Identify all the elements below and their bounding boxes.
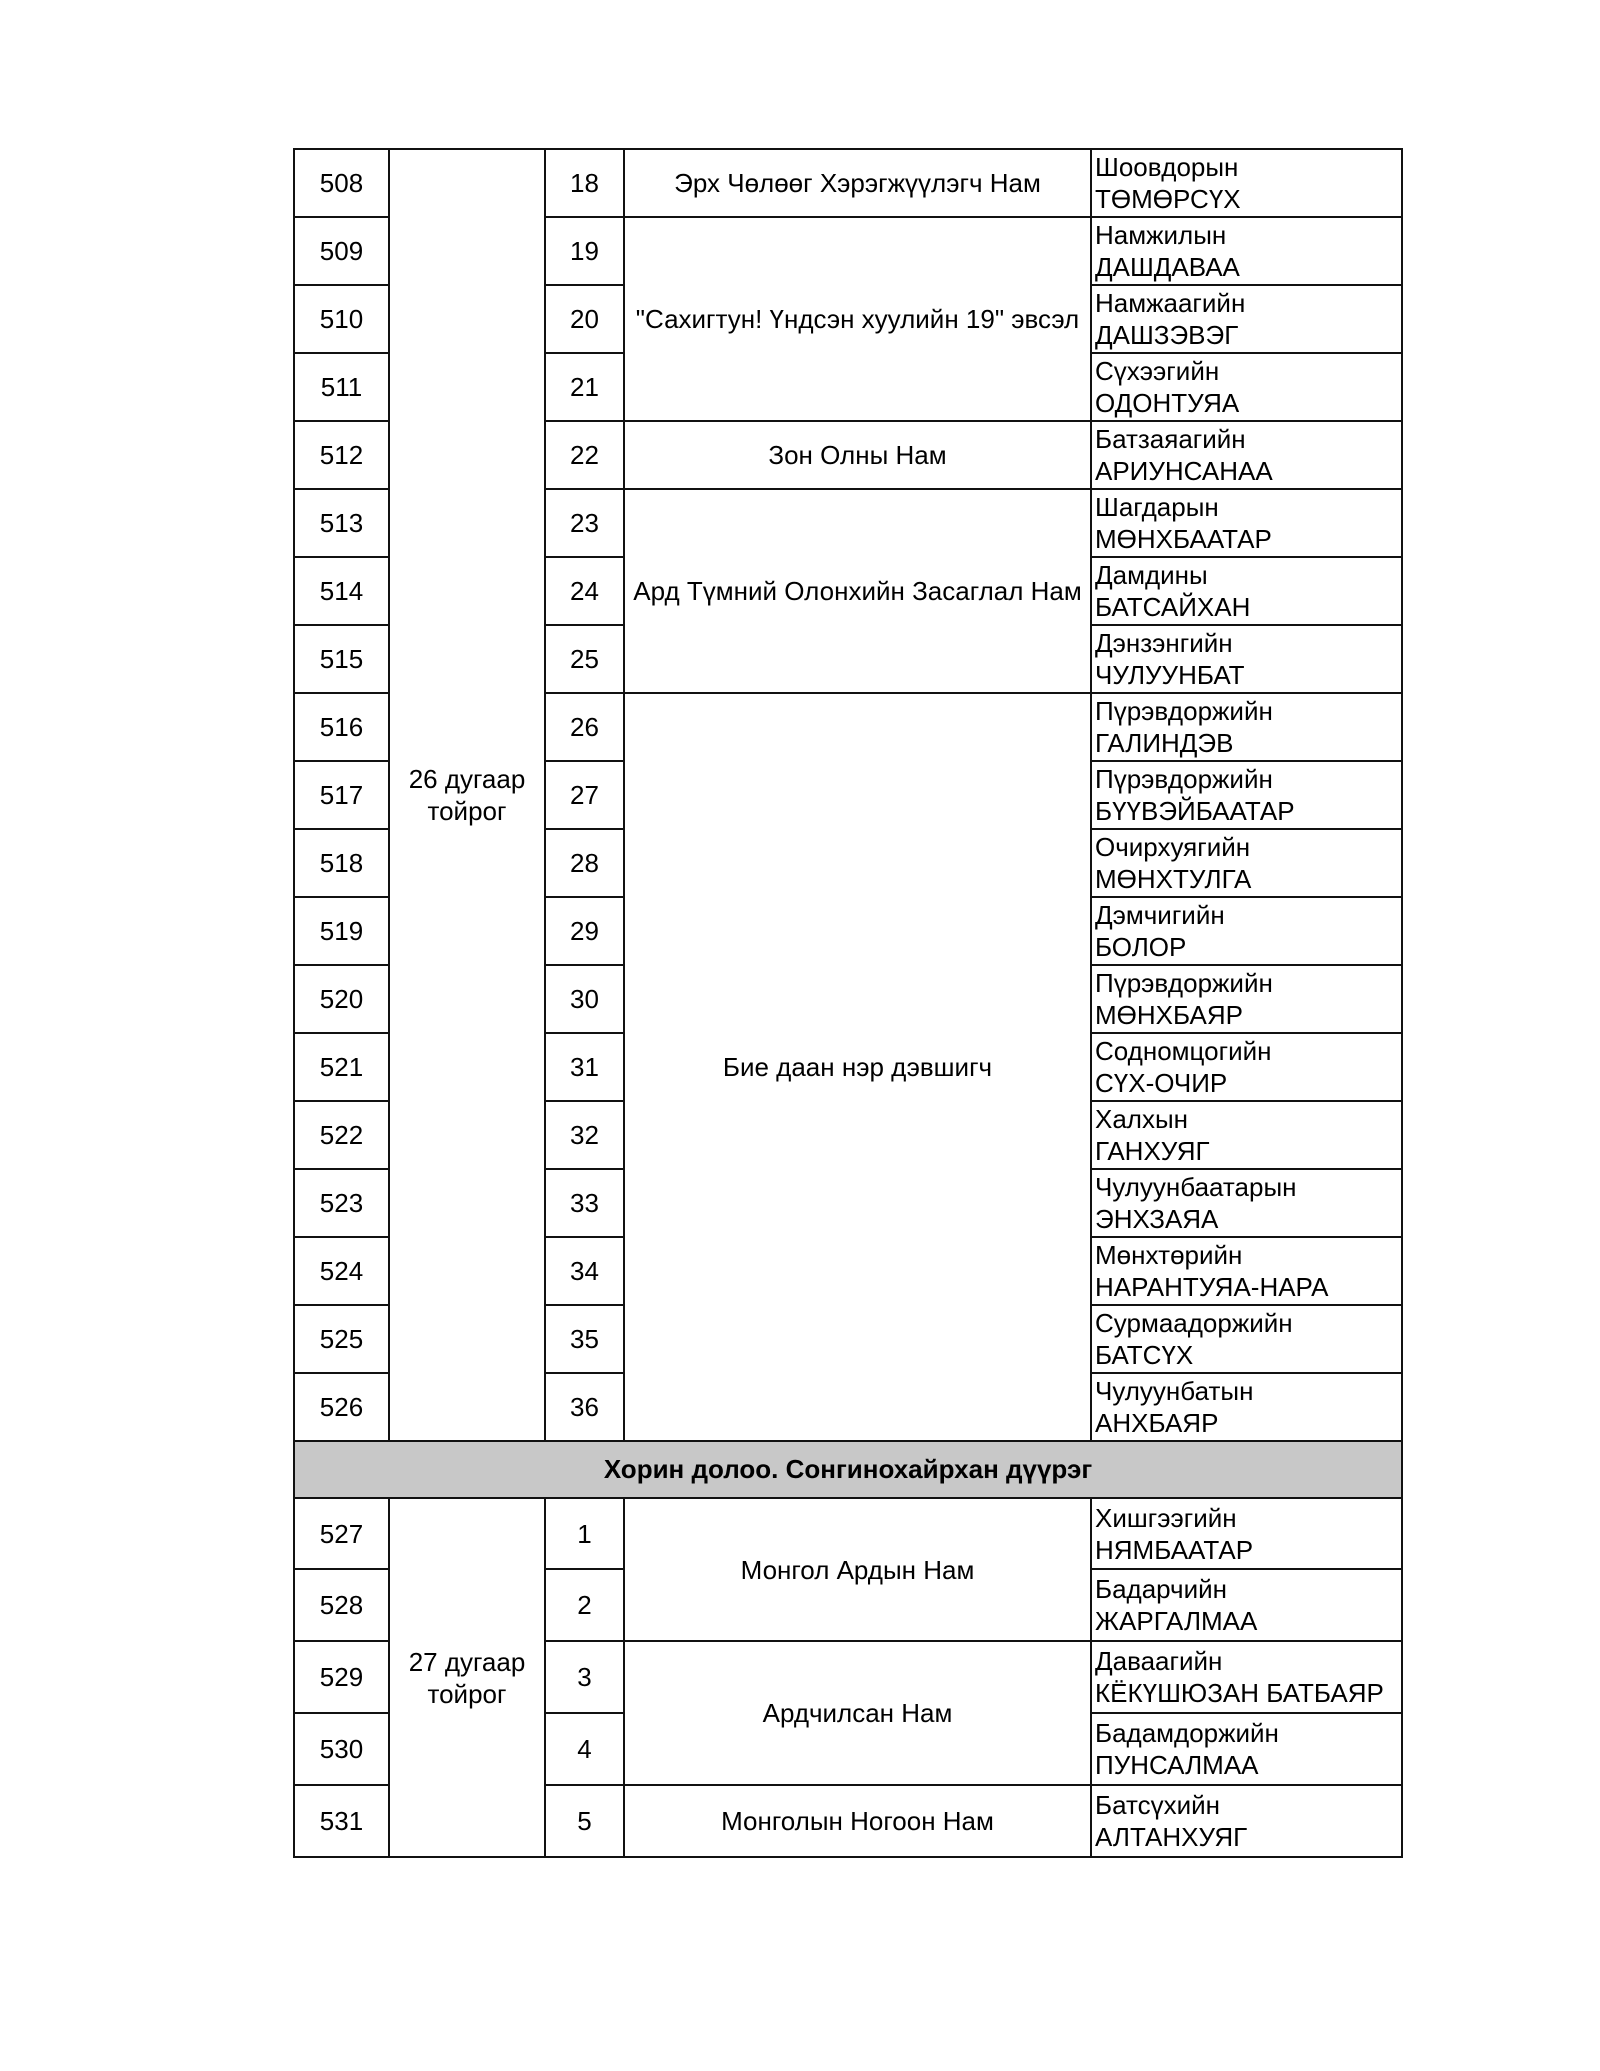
candidate-given-name: Дамдины	[1095, 560, 1208, 590]
row-number: 511	[294, 353, 389, 421]
candidate-given-name: Даваагийн	[1095, 1646, 1223, 1676]
seat-number: 1	[545, 1498, 624, 1569]
candidate-surname: ДАШДАВАА	[1095, 252, 1240, 282]
candidate-cell	[1091, 1101, 1402, 1169]
row-number: 521	[294, 1033, 389, 1101]
row-number: 509	[294, 217, 389, 285]
candidate-given-name: Очирхуягийн	[1095, 832, 1251, 862]
candidate-given-name: Пүрэвдоржийн	[1095, 696, 1273, 726]
candidate-cell	[1091, 1569, 1402, 1641]
seat-number: 3	[545, 1641, 624, 1713]
candidate-given-name: Намжаагийн	[1095, 288, 1246, 318]
circuit-label: 26 дугаар тойрог	[408, 764, 526, 826]
candidate-given-name: Батзаяагийн	[1095, 424, 1246, 454]
candidate-surname: МӨНХТУЛГА	[1095, 864, 1252, 894]
row-number: 514	[294, 557, 389, 625]
candidate-surname: ЖАРГАЛМАА	[1095, 1606, 1258, 1636]
candidate-cell	[1091, 1033, 1402, 1101]
candidate-surname: ГАНХУЯГ	[1095, 1136, 1210, 1166]
row-number: 527	[294, 1498, 389, 1569]
candidate-cell	[1091, 1237, 1402, 1305]
candidate-cell	[1091, 625, 1402, 693]
party-cell: Ард Түмний Олонхийн Засаглал Нам	[624, 489, 1091, 693]
candidate-given-name: Дэмчигийн	[1095, 900, 1225, 930]
table-row	[294, 149, 1402, 217]
candidate-given-name: Бадамдоржийн	[1095, 1718, 1279, 1748]
row-number: 524	[294, 1237, 389, 1305]
candidate-given-name: Халхын	[1095, 1104, 1189, 1134]
candidate-cell	[1091, 1373, 1402, 1441]
candidate-given-name: Содномцогийн	[1095, 1036, 1272, 1066]
circuit-cell	[389, 149, 545, 1441]
candidate-cell	[1091, 1498, 1402, 1569]
seat-number: 2	[545, 1569, 624, 1641]
row-number: 508	[294, 149, 389, 217]
party-cell: "Сахигтун! Үндсэн хуулийн 19" эвсэл	[624, 217, 1091, 421]
row-number: 531	[294, 1785, 389, 1857]
party-cell: Эрх Чөлөөг Хэрэгжүүлэгч Нам	[624, 149, 1091, 217]
candidate-surname: ДАШЗЭВЭГ	[1095, 320, 1239, 350]
candidate-cell	[1091, 353, 1402, 421]
candidate-cell	[1091, 965, 1402, 1033]
candidate-cell	[1091, 693, 1402, 761]
district-title: Хорин долоо. Сонгинохайрхан дүүрэг	[294, 1441, 1402, 1498]
candidate-surname: МӨНХБАЯР	[1095, 1000, 1243, 1030]
seat-number: 20	[545, 285, 624, 353]
row-number: 522	[294, 1101, 389, 1169]
candidate-cell	[1091, 421, 1402, 489]
candidate-given-name: Шагдарын	[1095, 492, 1219, 522]
seat-number: 22	[545, 421, 624, 489]
seat-number: 25	[545, 625, 624, 693]
party-cell: Зон Олны Нам	[624, 421, 1091, 489]
row-number: 513	[294, 489, 389, 557]
candidate-cell	[1091, 1713, 1402, 1785]
seat-number: 32	[545, 1101, 624, 1169]
candidate-surname: ОДОНТУЯА	[1095, 388, 1240, 418]
candidate-surname: ПУНСАЛМАА	[1095, 1750, 1259, 1780]
seat-number: 35	[545, 1305, 624, 1373]
seat-number: 36	[545, 1373, 624, 1441]
candidate-cell	[1091, 897, 1402, 965]
seat-number: 4	[545, 1713, 624, 1785]
seat-number: 27	[545, 761, 624, 829]
candidate-given-name: Мөнхтөрийн	[1095, 1240, 1243, 1270]
candidate-surname: АЛТАНХУЯГ	[1095, 1822, 1248, 1852]
candidate-surname: БАТСҮХ	[1095, 1340, 1194, 1370]
candidate-given-name: Хишгээгийн	[1095, 1502, 1237, 1533]
candidate-cell	[1091, 557, 1402, 625]
party-cell: Монгол Ардын Нам	[624, 1498, 1091, 1641]
row-number: 516	[294, 693, 389, 761]
candidate-given-name: Чулуунбаатарын	[1095, 1172, 1297, 1202]
row-number: 520	[294, 965, 389, 1033]
seat-number: 24	[545, 557, 624, 625]
candidate-given-name: Сурмаадоржийн	[1095, 1308, 1293, 1338]
candidate-table	[293, 148, 1403, 1858]
candidate-given-name: Дэнзэнгийн	[1095, 628, 1233, 658]
candidate-cell	[1091, 149, 1402, 217]
candidate-surname: АРИУНСАНАА	[1095, 456, 1273, 486]
candidate-cell	[1091, 761, 1402, 829]
seat-number: 29	[545, 897, 624, 965]
candidate-surname: ГАЛИНДЭВ	[1095, 728, 1234, 758]
seat-number: 21	[545, 353, 624, 421]
row-number: 525	[294, 1305, 389, 1373]
district-header-row	[294, 1441, 1402, 1498]
candidate-given-name: Бадарчийн	[1095, 1574, 1227, 1604]
table-row	[294, 1498, 1402, 1569]
candidate-given-name: Намжилын	[1095, 220, 1227, 250]
candidate-surname: АНХБАЯР	[1095, 1408, 1219, 1438]
candidate-surname: БОЛОР	[1095, 932, 1187, 962]
row-number: 528	[294, 1569, 389, 1641]
candidate-given-name: Пүрэвдоржийн	[1095, 968, 1273, 998]
candidate-surname: СҮХ-ОЧИР	[1095, 1068, 1228, 1098]
candidate-cell	[1091, 1641, 1402, 1713]
seat-number: 5	[545, 1785, 624, 1857]
row-number: 517	[294, 761, 389, 829]
party-cell: Ардчилсан Нам	[624, 1641, 1091, 1785]
candidate-surname: НЯМБААТАР	[1095, 1534, 1254, 1565]
candidate-cell	[1091, 1169, 1402, 1237]
candidate-surname: НАРАНТУЯА-НАРА	[1095, 1272, 1329, 1302]
candidate-cell	[1091, 1785, 1402, 1857]
circuit-label: 27 дугаар тойрог	[408, 1646, 526, 1709]
candidate-given-name: Чулуунбатын	[1095, 1376, 1254, 1406]
seat-number: 19	[545, 217, 624, 285]
candidate-cell	[1091, 285, 1402, 353]
candidate-given-name: Сүхээгийн	[1095, 356, 1220, 386]
candidate-surname: ТӨМӨРСҮХ	[1095, 184, 1241, 214]
row-number: 529	[294, 1641, 389, 1713]
seat-number: 26	[545, 693, 624, 761]
document-page	[293, 148, 1401, 1858]
circuit-cell	[389, 1498, 545, 1857]
candidate-given-name: Батсүхийн	[1095, 1790, 1220, 1820]
row-number: 519	[294, 897, 389, 965]
row-number: 518	[294, 829, 389, 897]
seat-number: 18	[545, 149, 624, 217]
candidate-given-name: Шоовдорын	[1095, 152, 1239, 182]
seat-number: 31	[545, 1033, 624, 1101]
candidate-cell	[1091, 1305, 1402, 1373]
candidate-given-name: Пүрэвдоржийн	[1095, 764, 1273, 794]
candidate-cell	[1091, 217, 1402, 285]
row-number: 526	[294, 1373, 389, 1441]
row-number: 512	[294, 421, 389, 489]
candidate-cell	[1091, 829, 1402, 897]
candidate-surname: КЁКҮШЮЗАН БАТБАЯР	[1095, 1678, 1384, 1708]
candidate-surname: ЧУЛУУНБАТ	[1095, 660, 1245, 690]
candidate-cell	[1091, 489, 1402, 557]
seat-number: 30	[545, 965, 624, 1033]
candidate-surname: ЭНХЗАЯА	[1095, 1204, 1219, 1234]
party-cell: Монголын Ногоон Нам	[624, 1785, 1091, 1857]
candidate-surname: МӨНХБААТАР	[1095, 524, 1272, 554]
candidate-surname: БҮҮВЭЙБААТАР	[1095, 796, 1295, 826]
seat-number: 34	[545, 1237, 624, 1305]
candidate-surname: БАТСАЙХАН	[1095, 592, 1251, 622]
seat-number: 28	[545, 829, 624, 897]
seat-number: 33	[545, 1169, 624, 1237]
party-cell: Бие даан нэр дэвшигч	[624, 693, 1091, 1441]
row-number: 530	[294, 1713, 389, 1785]
row-number: 523	[294, 1169, 389, 1237]
row-number: 515	[294, 625, 389, 693]
row-number: 510	[294, 285, 389, 353]
seat-number: 23	[545, 489, 624, 557]
